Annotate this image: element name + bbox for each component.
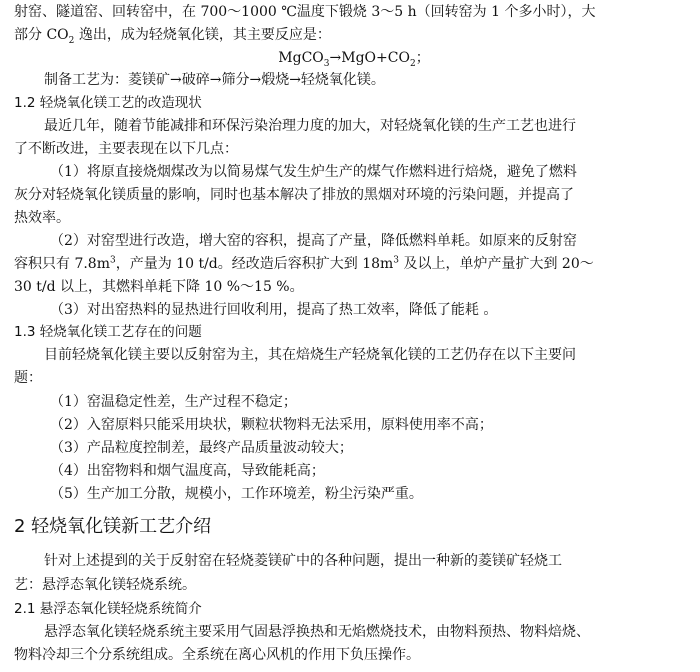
sec12-item2-line1: （2）对窑型进行改造，增大窑的容积，提高了产量，降低燃料单耗。如原来的反射窑 bbox=[50, 233, 577, 249]
section-1-2-heading: 1.2 轻烧氧化镁工艺的改造现状 bbox=[14, 95, 202, 111]
para1-line2: 部分 $CO_2$ 逸出，成为轻烧氧化镁，其主要反应是： bbox=[14, 27, 331, 46]
section-1-3-heading: 1.3 轻烧氧化镁工艺存在的问题 bbox=[14, 324, 202, 340]
section-2-heading: 2 轻烧氧化镁新工艺介绍 bbox=[14, 516, 212, 537]
sec12-item2-line3: 30 t/d 以上，其燃料单耗下降 10 %～15 %。 bbox=[14, 279, 304, 295]
sec21-para-line2: 物料冷却三个分系统组成。全系统在离心风机的作用下负压操作。 bbox=[14, 647, 420, 663]
list-item: （5）生产加工分散，规模小，工作环境差，粉尘污染严重。 bbox=[50, 486, 423, 502]
sec2-para-line2: 艺：悬浮态氧化镁轻烧系统。 bbox=[14, 577, 196, 593]
sec12-item1-line3: 热效率。 bbox=[14, 210, 70, 226]
list-item: （3）产品粒度控制差，最终产品质量波动较大； bbox=[50, 440, 353, 456]
sec12-intro-line2: 了不断改进，主要表现在以下几点： bbox=[14, 141, 238, 157]
sec12-item2-line2: 容积只有 $7.8m^3$，产量为 10 t/d。经改造后容积扩大到 $18m^3$ 及以上，单炉产量扩大到 20～ bbox=[14, 255, 594, 272]
reaction-equation: $MgCO_3\to MgO+CO_2$； bbox=[278, 50, 430, 69]
sec12-intro-line1: 最近几年，随着节能减排和环保污染治理力度的加大，对轻烧氧化镁的生产工艺也进行 bbox=[44, 118, 576, 134]
sec2-para-line1: 针对上述提到的关于反射窑在轻烧菱镁矿中的各种问题，提出一种新的菱镁矿轻烧工 bbox=[44, 553, 562, 569]
list-item: （4）出窑物料和烟气温度高，导致能耗高； bbox=[50, 463, 325, 479]
sec12-item1-line2: 灰分对轻烧氧化镁质量的影响，同时也基本解决了排放的黑烟对环境的污染问题，并提高了 bbox=[14, 187, 574, 203]
sec13-intro-line2: 题： bbox=[14, 370, 42, 386]
process-line: 制备工艺为：菱镁矿→破碎→筛分→煅烧→轻烧氧化镁。 bbox=[44, 72, 385, 88]
sec21-para-line1: 悬浮态氧化镁轻烧系统主要采用气固悬浮换热和无焰燃烧技术，由物料预热、物料焙烧、 bbox=[44, 624, 590, 640]
para1-line1: 射窑、隧道窑、回转窑中，在 700～1000 ℃温度下锻烧 3～5 h（回转窑为 1 个多小时），大 bbox=[14, 4, 596, 20]
section-2-1-heading: 2.1 悬浮态氧化镁轻烧系统简介 bbox=[14, 601, 202, 617]
sec12-item3: （3）对出窑热料的显热进行回收利用，提高了热工效率，降低了能耗 。 bbox=[50, 302, 498, 318]
list-item: （2）入窑原料只能采用块状，颗粒状物料无法采用，原料使用率不高； bbox=[50, 417, 493, 433]
sec12-item1-line1: （1）将原直接烧烟煤改为以简易煤气发生炉生产的煤气作燃料进行焙烧，避免了燃料 bbox=[50, 164, 577, 180]
list-item: （1）窑温稳定性差，生产过程不稳定； bbox=[50, 394, 297, 410]
sec13-intro-line1: 目前轻烧氧化镁主要以反射窑为主，其在焙烧生产轻烧氧化镁的工艺仍存在以下主要问 bbox=[44, 347, 576, 363]
